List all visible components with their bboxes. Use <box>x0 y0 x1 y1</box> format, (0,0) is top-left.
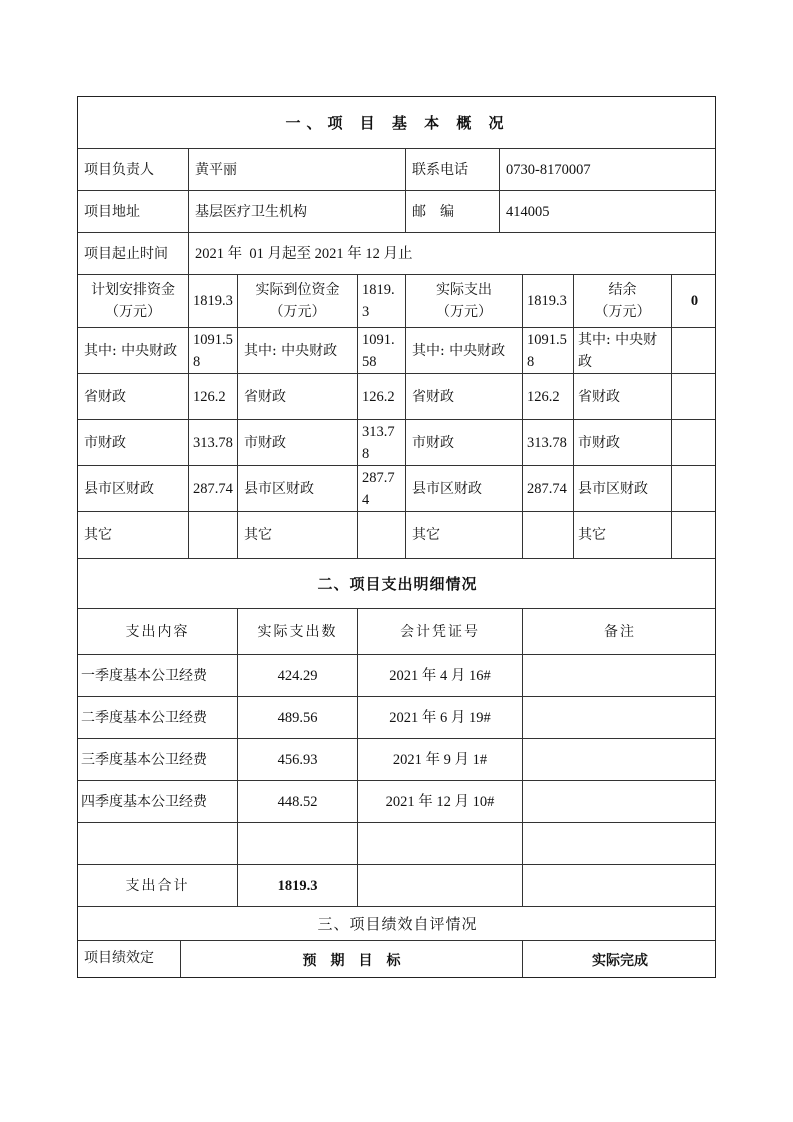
expense-voucher-cell: 2021 年 6 月 19# <box>358 697 523 739</box>
fund-row-value: 287.74 <box>189 466 238 512</box>
fund-row-label: 市财政 <box>78 420 189 466</box>
total-note-empty <box>523 865 716 907</box>
fund-row-value: 313.78 <box>523 420 574 466</box>
actual-expense-value: 1819.3 <box>523 275 574 328</box>
received-funds-value: 1819.3 <box>358 275 406 328</box>
fund-row-label: 省财政 <box>406 374 523 420</box>
postcode-value: 414005 <box>500 191 716 233</box>
expense-content-cell: 一季度基本公卫经费 <box>78 655 238 697</box>
phone-value: 0730-8170007 <box>500 149 716 191</box>
fund-row-value <box>523 512 574 559</box>
fund-row-value: 126.2 <box>358 374 406 420</box>
leader-value: 黄平丽 <box>189 149 406 191</box>
fund-row-label: 省财政 <box>574 374 672 420</box>
expense-note-cell <box>523 655 716 697</box>
expense-amount-cell: 448.52 <box>238 781 358 823</box>
expense-amount-cell <box>238 823 358 865</box>
expense-voucher-cell: 2021 年 9 月 1# <box>358 739 523 781</box>
fund-row-value <box>672 374 716 420</box>
fund-row-value: 1091.58 <box>358 328 406 374</box>
fund-row-value <box>672 420 716 466</box>
address-value: 基层医疗卫生机构 <box>189 191 406 233</box>
expense-voucher-cell: 2021 年 4 月 16# <box>358 655 523 697</box>
section3-title: 三、项目绩效自评情况 <box>78 907 716 941</box>
leader-label: 项目负责人 <box>78 149 189 191</box>
fund-row-label: 其中: 中央财政 <box>78 328 189 374</box>
fund-row-label: 县市区财政 <box>574 466 672 512</box>
performance-indicator-label: 项目绩效定 <box>78 941 181 978</box>
fund-row-label: 县市区财政 <box>406 466 523 512</box>
actual-expense-label: 实际支出 <box>436 282 492 298</box>
fund-row-value: 287.74 <box>523 466 574 512</box>
col-header-voucher: 会计凭证号 <box>358 609 523 655</box>
total-voucher-empty <box>358 865 523 907</box>
expense-note-cell <box>523 697 716 739</box>
balance-header <box>574 275 672 328</box>
balance-value: 0 <box>672 275 716 328</box>
address-label: 项目地址 <box>78 191 189 233</box>
balance-label: 结余 <box>608 282 637 298</box>
fund-row-value: 1091.58 <box>189 328 238 374</box>
fund-row-label: 县市区财政 <box>78 466 189 512</box>
expense-content-cell: 四季度基本公卫经费 <box>78 781 238 823</box>
fund-row-value <box>672 466 716 512</box>
fund-row-value: 126.2 <box>189 374 238 420</box>
fund-row-label: 市财政 <box>238 420 358 466</box>
expense-amount-cell: 424.29 <box>238 655 358 697</box>
col-header-amount: 实际支出数 <box>238 609 358 655</box>
fund-row-label: 市财政 <box>574 420 672 466</box>
expense-content-cell: 三季度基本公卫经费 <box>78 739 238 781</box>
total-label: 支出合计 <box>78 865 238 907</box>
expense-note-cell <box>523 739 716 781</box>
col-header-content: 支出内容 <box>78 609 238 655</box>
section2-title: 二、项目支出明细情况 <box>78 559 716 609</box>
fund-row-label: 其它 <box>574 512 672 559</box>
fund-row-value: 313.78 <box>189 420 238 466</box>
actual-expense-header <box>406 275 523 328</box>
fund-row-value <box>672 328 716 374</box>
expense-content-cell: 二季度基本公卫经费 <box>78 697 238 739</box>
expense-note-cell <box>523 823 716 865</box>
period-label: 项目起止时间 <box>78 233 189 275</box>
fund-row-label: 县市区财政 <box>238 466 358 512</box>
planned-funds-value: 1819.3 <box>189 275 238 328</box>
fund-row-label: 其它 <box>406 512 523 559</box>
performance-report-table <box>77 96 716 978</box>
col-header-note: 备注 <box>523 609 716 655</box>
received-funds-unit: （万元） <box>269 304 326 320</box>
planned-funds-header <box>78 275 189 328</box>
fund-row-value: 313.78 <box>358 420 406 466</box>
expense-content-cell <box>78 823 238 865</box>
expense-voucher-cell: 2021 年 12 月 10# <box>358 781 523 823</box>
fund-row-label: 其中: 中央财政 <box>406 328 523 374</box>
planned-funds-label: 计划安排资金 <box>91 282 175 298</box>
balance-unit: （万元） <box>594 304 651 320</box>
fund-row-label: 其它 <box>238 512 358 559</box>
fund-row-value <box>672 512 716 559</box>
fund-row-value: 287.74 <box>358 466 406 512</box>
fund-row-label: 其它 <box>78 512 189 559</box>
fund-row-label: 省财政 <box>238 374 358 420</box>
fund-row-label: 其中: 中央财政 <box>574 328 672 374</box>
fund-row-value <box>358 512 406 559</box>
received-funds-label: 实际到位资金 <box>255 282 340 298</box>
total-value: 1819.3 <box>238 865 358 907</box>
fund-row-label: 其中: 中央财政 <box>238 328 358 374</box>
received-funds-header <box>238 275 358 328</box>
phone-label: 联系电话 <box>406 149 500 191</box>
actual-completion-header: 实际完成 <box>592 953 648 969</box>
expense-amount-cell: 489.56 <box>238 697 358 739</box>
section1-title: 一、项 目 基 本 概 况 <box>78 97 716 149</box>
fund-row-value: 1091.58 <box>523 328 574 374</box>
actual-expense-unit: （万元） <box>436 304 492 320</box>
planned-funds-unit: （万元） <box>105 304 161 320</box>
fund-row-value <box>189 512 238 559</box>
postcode-label: 邮 编 <box>406 191 500 233</box>
fund-row-label: 市财政 <box>406 420 523 466</box>
fund-row-value: 126.2 <box>523 374 574 420</box>
expense-amount-cell: 456.93 <box>238 739 358 781</box>
expense-voucher-cell <box>358 823 523 865</box>
expense-note-cell <box>523 781 716 823</box>
expected-goal-header: 预 期 目 标 <box>181 941 523 978</box>
period-value: 2021 年 01 月起至 2021 年 12 月止 <box>189 233 716 275</box>
fund-row-label: 省财政 <box>78 374 189 420</box>
